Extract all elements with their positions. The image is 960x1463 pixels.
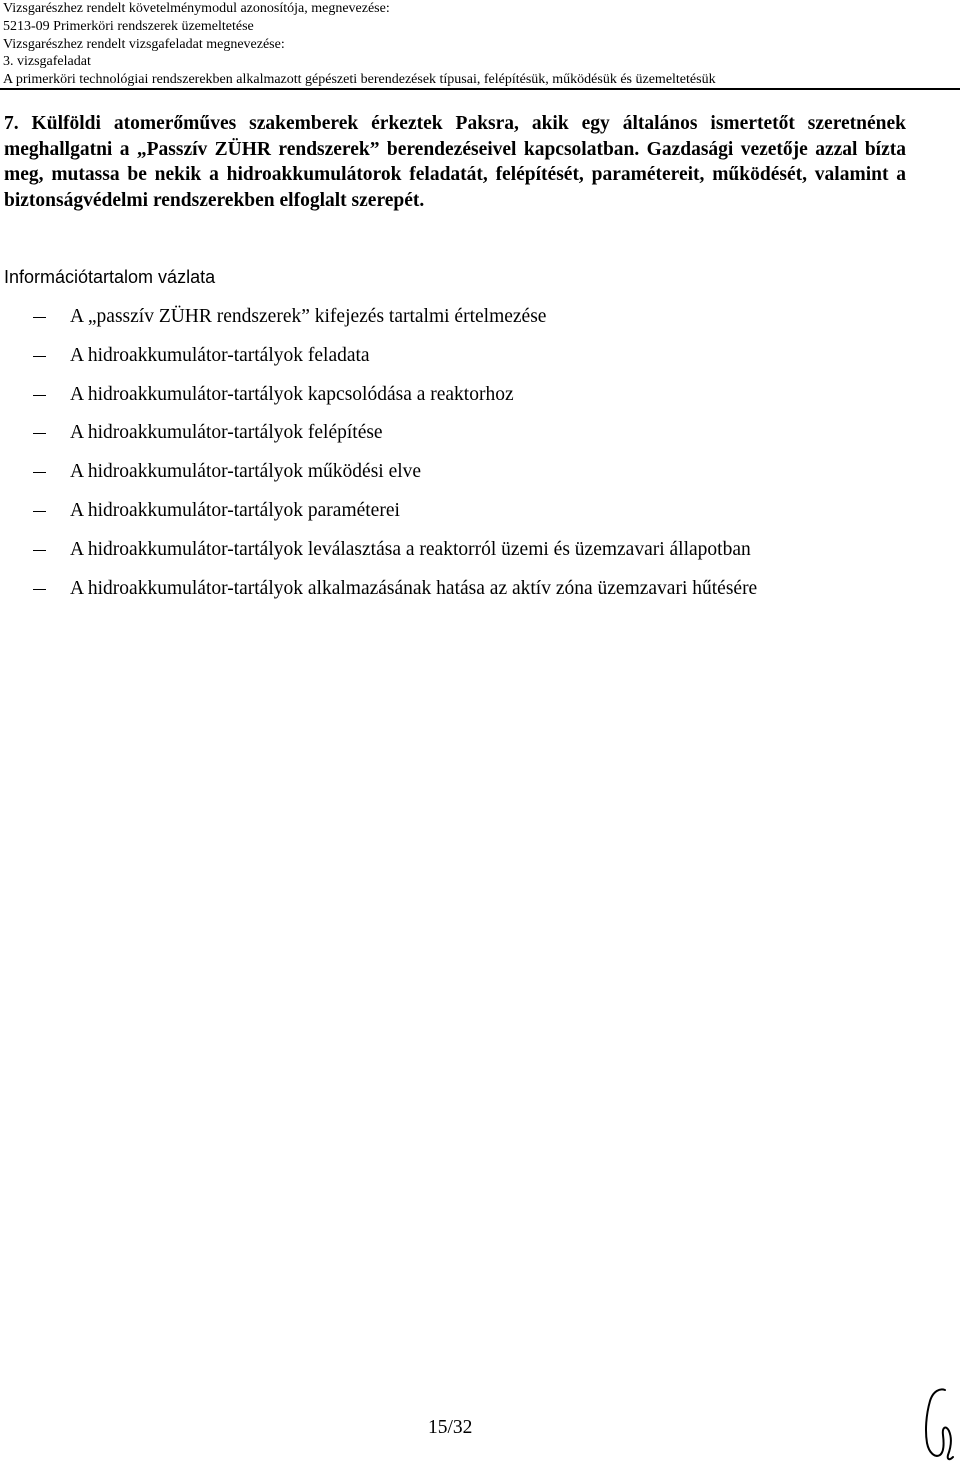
header-task-title: A primerköri technológiai rendszerekben alkalmazott gépészeti berendezések típusai, felépítésük, működésük és üzemeltetésük (3, 72, 716, 88)
header-divider (0, 88, 960, 90)
list-item-text: A hidroakkumulátor-tartályok működési elve (70, 461, 422, 483)
header-task-number: 3. vizsgafeladat (3, 54, 91, 70)
list-item-text: A hidroakkumulátor-tartályok paraméterei (70, 499, 400, 521)
dash-bullet-icon (33, 317, 46, 318)
outline-title: Információtartalom vázlata (4, 267, 216, 287)
list-item-text: A hidroakkumulátor-tartályok kapcsolódása a reaktorhoz (70, 383, 514, 405)
list-item-text: A hidroakkumulátor-tartályok alkalmazásának hatása az aktív zóna üzemzavari hűtésére (70, 577, 758, 599)
header-module-name: 5213-09 Primerköri rendszerek üzemeltetése (3, 18, 254, 34)
dash-bullet-icon (33, 395, 46, 396)
dash-bullet-icon (33, 356, 46, 357)
list-item-text: A hidroakkumulátor-tartályok feladata (70, 344, 370, 366)
task-description: 7. Külföldi atomerőműves szakemberek érkeztek Paksra, akik egy általános ismertetőt szeretnének meghallgatni a „Passzív ZÜHR rendszerek” berendezéseivel kapcsolatban. Gazdasági vezetője azzal bízta meg, mutassa be nekik a hidroakkumulátorok feladatát, felépítését, paramétereit, működését, valamint a biztonságvédelmi rendszerekben elfoglalt szerepét. (4, 113, 906, 211)
list-item-text: A „passzív ZÜHR rendszerek” kifejezés tartalmi értelmezése (70, 306, 547, 327)
dash-bullet-icon (33, 550, 46, 551)
dash-bullet-icon (33, 589, 46, 590)
dash-bullet-icon (33, 511, 46, 512)
dash-bullet-icon (33, 433, 46, 434)
list-item-text: A hidroakkumulátor-tartályok leválasztása a reaktorról üzemi és üzemzavari állapotban (70, 538, 751, 560)
handwritten-signature-icon (918, 1385, 958, 1463)
list-item-text: A hidroakkumulátor-tartályok felépítése (70, 422, 383, 444)
header-task-label: Vizsgarészhez rendelt vizsgafeladat megnevezése: (3, 36, 285, 52)
header-module-label: Vizsgarészhez rendelt követelménymodul azonosítója, megnevezése: (3, 1, 390, 16)
page-number: 15/32 (428, 1417, 473, 1438)
page-header (3, 0, 953, 89)
dash-bullet-icon (33, 472, 46, 473)
